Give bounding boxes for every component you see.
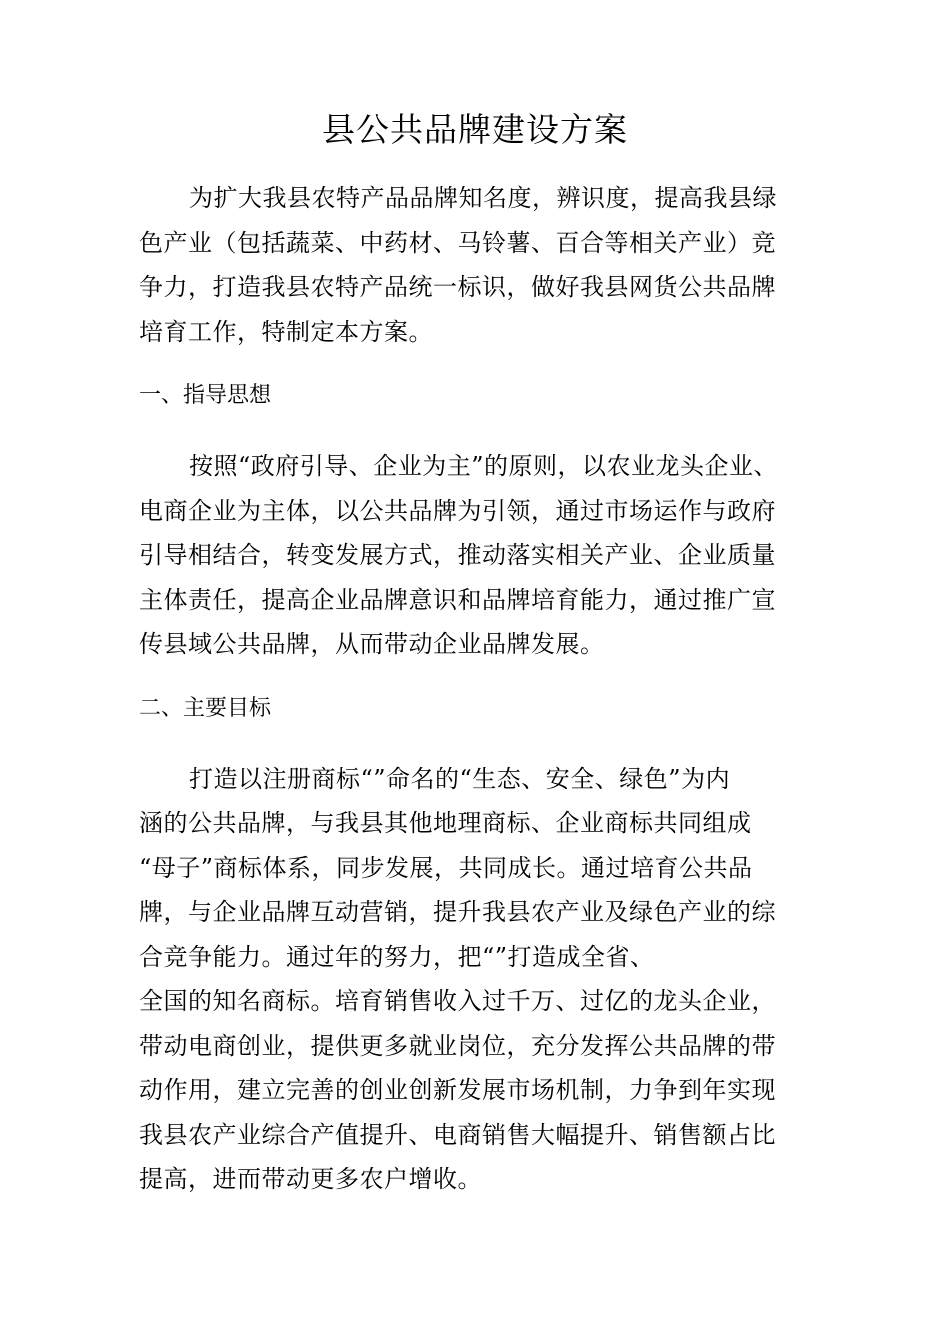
section-heading-main-goals: 二、主要目标: [139, 695, 272, 721]
document-title: 县公共品牌建设方案: [322, 110, 628, 149]
paragraph-line: 争力，打造我县农特产品统一标识，做好我县网货公共品牌: [139, 273, 776, 301]
paragraph-line: 色产业（包括蔬菜、中药材、马铃薯、百合等相关产业）竞: [139, 228, 776, 257]
paragraph-line: 传县域公共品牌，从而带动企业品牌发展。: [139, 630, 605, 658]
paragraph-line: 带动电商创业，提供更多就业岗位，充分发挥公共品牌的带: [139, 1031, 776, 1060]
paragraph-line: 动作用，建立完善的创业创新发展市场机制，力争到年实现: [139, 1076, 776, 1104]
paragraph-line: 全国的知名商标。培育销售收入过千万、过亿的龙头企业，: [139, 987, 776, 1015]
guiding-ideology-paragraph: [139, 444, 811, 667]
paragraph-line: 合竞争能力。通过年的努力，把“”打造成全省、: [139, 942, 655, 971]
main-goals-paragraph: [139, 757, 811, 1202]
paragraph-line: 按照“政府引导、企业为主”的原则，以农业龙头企业、: [189, 452, 779, 480]
document-body: [139, 176, 811, 1202]
paragraph-line: 打造以注册商标“”命名的“生态、安全、绿色”为内: [189, 764, 731, 793]
section-heading-guiding-ideology: 一、指导思想: [139, 383, 272, 408]
intro-paragraph: [139, 176, 811, 354]
paragraph-line: 主体责任，提高企业品牌意识和品牌培育能力，通过推广宣: [139, 585, 776, 614]
paragraph-line: 我县农产业综合产值提升、电商销售大幅提升、销售额占比: [139, 1120, 776, 1149]
paragraph-line: 电商企业为主体，以公共品牌为引领，通过市场运作与政府: [139, 496, 776, 525]
paragraph-line: 涵的公共品牌，与我县其他地理商标、企业商标共同组成: [139, 809, 752, 837]
paragraph-line: 为扩大我县农特产品品牌知名度，辨识度，提高我县绿: [189, 184, 777, 212]
paragraph-line: 牌，与企业品牌互动营销，提升我县农产业及绿色产业的综: [139, 898, 776, 926]
paragraph-line: 培育工作，特制定本方案。: [139, 317, 433, 346]
paragraph-line: 提高，进而带动更多农户增收。: [139, 1165, 482, 1193]
paragraph-line: “母子”商标体系，同步发展，共同成长。通过培育公共品: [139, 853, 753, 882]
paragraph-line: 引导相结合，转变发展方式，推动落实相关产业、企业质量: [139, 541, 776, 569]
